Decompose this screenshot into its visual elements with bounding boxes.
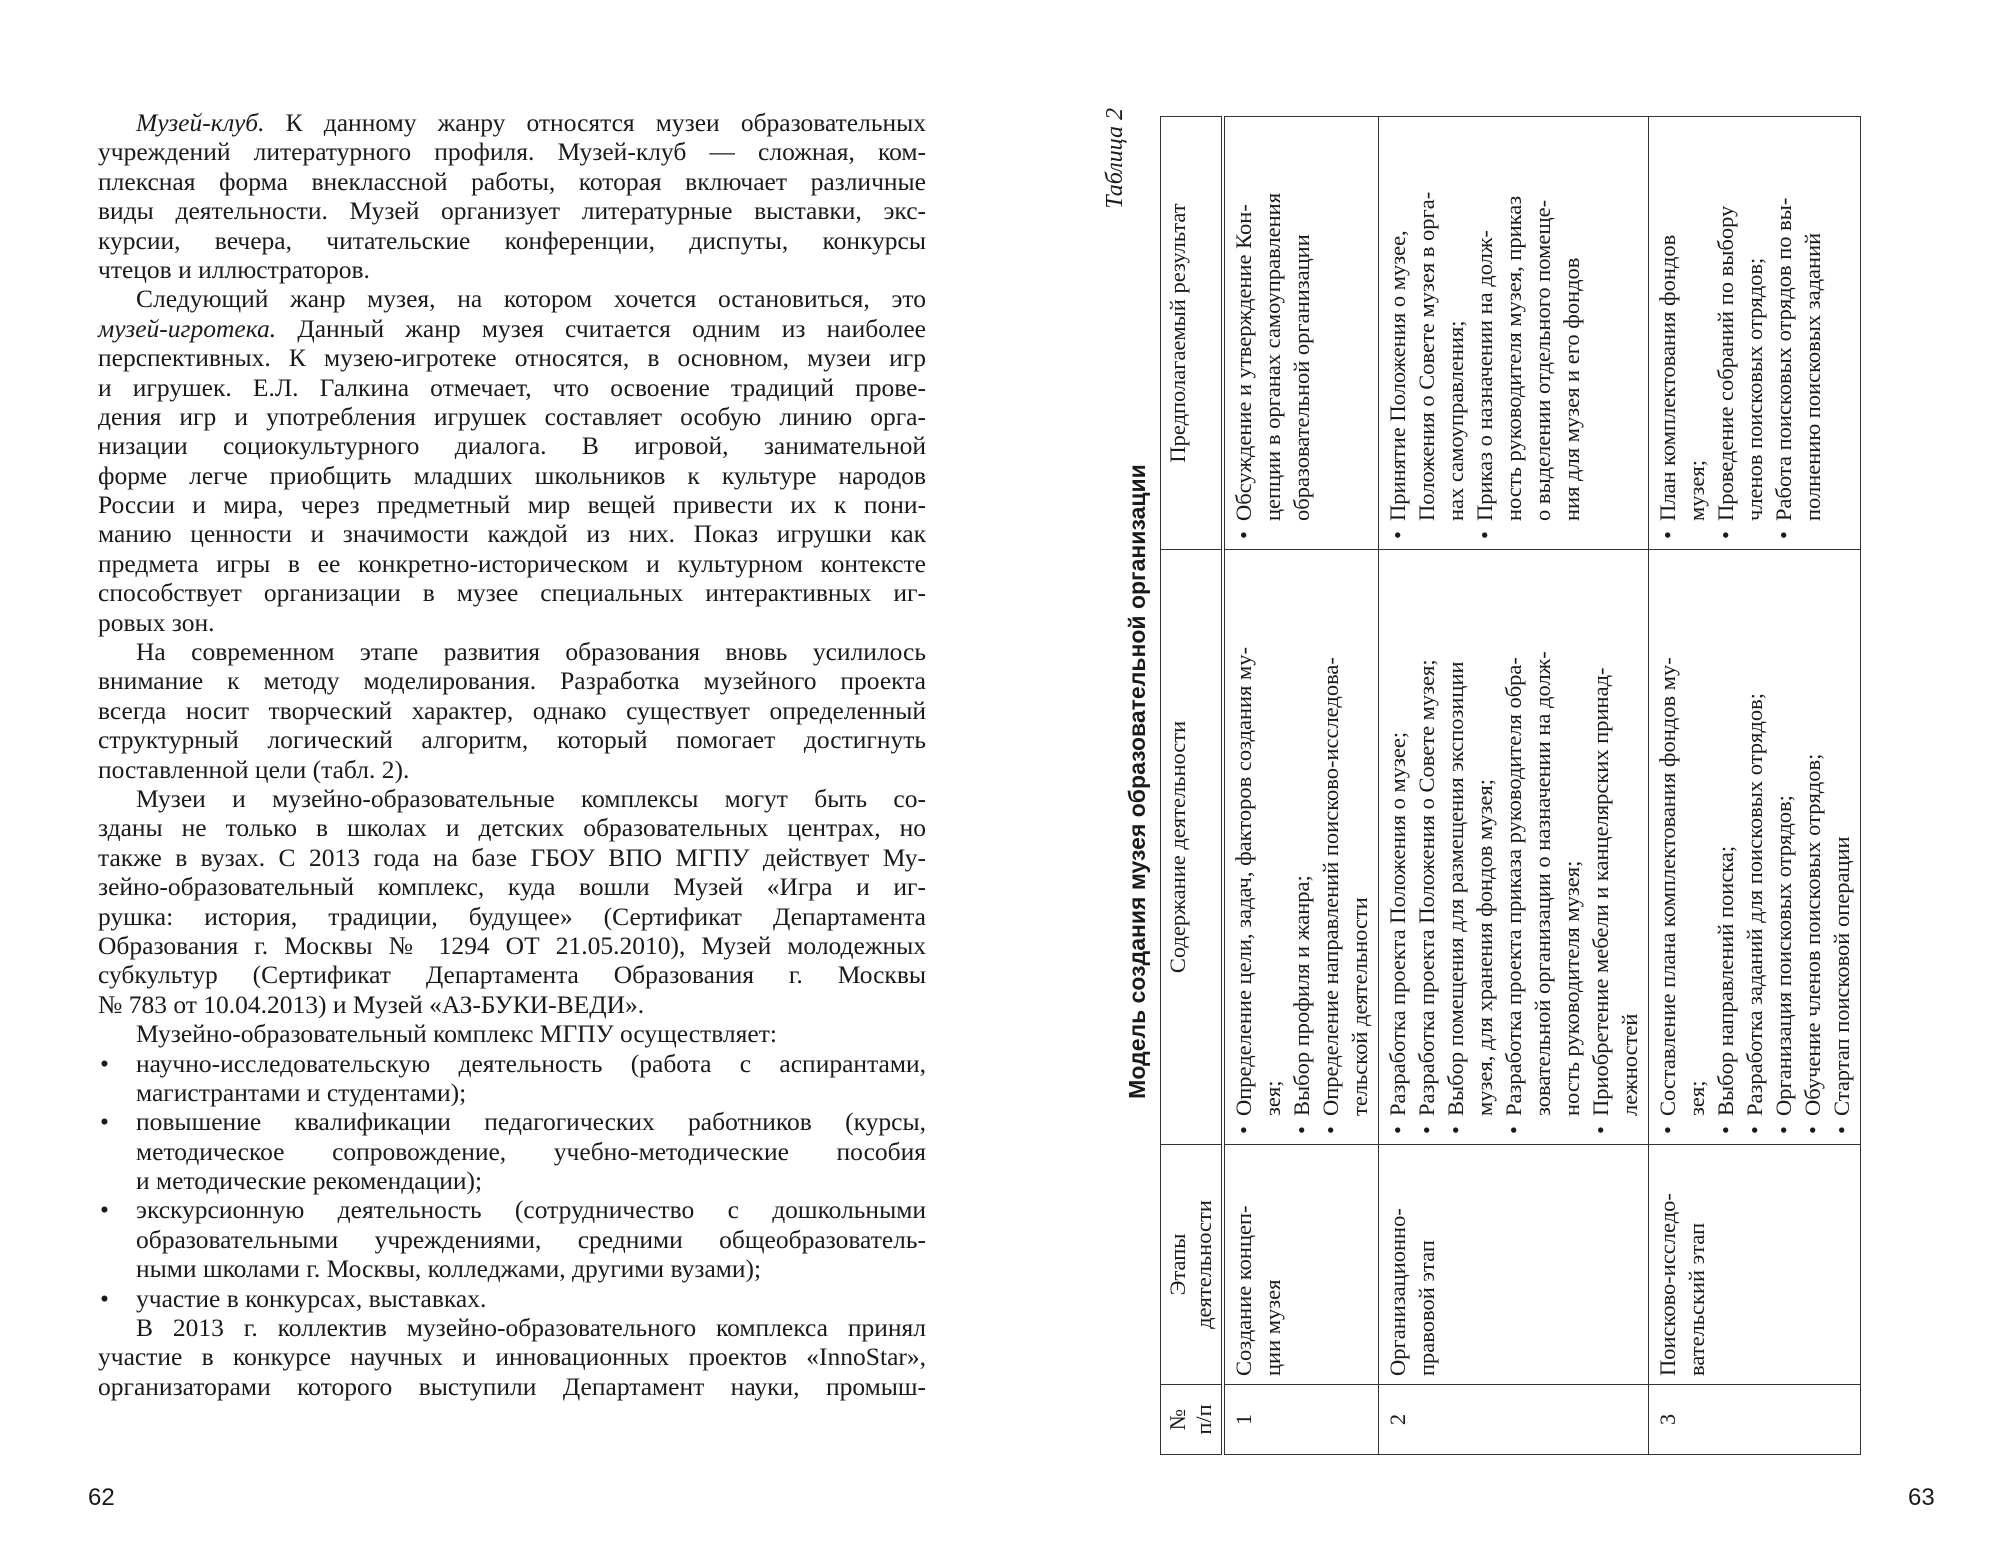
bullet-icon: • [1472, 531, 1497, 539]
item-line: Принятие Положения о музее, [1385, 230, 1410, 521]
bullet-item [1316, 558, 1374, 1136]
bullet-icon: • [1318, 1126, 1343, 1134]
italic-term: Музей-клуб. [136, 108, 265, 137]
stage-cell [1649, 1145, 1861, 1385]
line-text: повышение квалификации педагогических работников (курсы, [136, 1107, 926, 1137]
bullet-item [1412, 558, 1441, 1136]
bullet-icon: • [1713, 1126, 1738, 1134]
text-line [98, 960, 926, 989]
item-line: полнению поисковых заданий [1800, 232, 1825, 521]
line-text: На современном этапе развития образования вновь усилилось [136, 637, 926, 667]
row-number: 2 [1385, 1413, 1410, 1426]
text-line [98, 431, 926, 460]
bullet-icon: • [1414, 1126, 1439, 1134]
item-line: цепции в органах самоуправления [1260, 192, 1285, 521]
line-text: курсии, вечера, читательские конференции, диспуты, конкурсы [98, 225, 926, 255]
text-line [98, 226, 926, 255]
line-text: Данный жанр музея считается одним из наиболее [276, 313, 926, 343]
bullet-icon: • [1742, 1126, 1767, 1134]
header-line: деятельности [1191, 1200, 1216, 1329]
bullet-icon: • [1231, 1126, 1256, 1134]
bullet-icon: • [1501, 1126, 1526, 1134]
text-line [98, 343, 926, 372]
header-line: № [1165, 1408, 1190, 1431]
item-line: Работа поисковых отрядов по вы- [1771, 197, 1796, 521]
bullet-item [1229, 558, 1287, 1136]
text-line [98, 167, 926, 196]
header-line: п/п [1191, 1404, 1216, 1435]
bullet-icon: • [1289, 1126, 1314, 1134]
item-line: музея; [1684, 460, 1709, 521]
text-line [98, 578, 926, 607]
result-cell [1223, 117, 1379, 550]
line-text: внимание к методу моделирования. Разработка музейного проекта [98, 666, 926, 696]
bullet-icon: • [100, 1195, 109, 1225]
bullet-item [1383, 558, 1412, 1136]
text-line [98, 755, 926, 784]
text-line [98, 137, 926, 166]
item-line: Определение направлений поисково-исследова- [1318, 657, 1343, 1116]
bullet-icon: • [1655, 1126, 1680, 1134]
line-text: виды деятельности. Музей организует литературные выставки, экс- [98, 196, 926, 226]
item-line: Выбор профиля и жанра; [1289, 875, 1314, 1116]
bullet-item [1827, 558, 1856, 1136]
item-line: Положения о Совете музея в орга- [1414, 191, 1439, 521]
text-line [98, 990, 926, 1019]
text-line [98, 490, 926, 519]
bullet-item [1653, 558, 1711, 1136]
item-line: Стартап поисковой операции [1829, 836, 1854, 1116]
text-line [98, 1166, 926, 1195]
text-line [98, 1137, 926, 1166]
bullet-item [1586, 558, 1644, 1136]
text-line [98, 902, 926, 931]
stage-line: вательский этап [1684, 1222, 1709, 1376]
line-text: Образования г. Москвы № 1294 ОТ 21.05.2010), Музей молодежных [98, 930, 926, 960]
bullet-item [1653, 125, 1711, 541]
text-line [98, 1225, 926, 1254]
line-text: учреждений литературного профиля. Музей-клуб — сложная, ком- [98, 137, 926, 167]
line-text: способствует организации в музее специальных интерактивных иг- [98, 578, 926, 608]
stage-line: Создание концеп- [1231, 1205, 1256, 1376]
bullet-icon: • [1655, 531, 1680, 539]
text-line [98, 1342, 926, 1371]
text-line [98, 284, 926, 313]
bullet-item [1711, 558, 1740, 1136]
table-row [1223, 117, 1379, 1455]
line-text: Следующий жанр музея, на котором хочется остановиться, это [136, 284, 926, 314]
bullet-icon: • [100, 1107, 109, 1137]
text-line [98, 1049, 926, 1078]
page-number-right: 63 [1908, 1484, 1935, 1511]
table-header-row [1161, 117, 1224, 1455]
item-line: Выбор направлений поиска; [1713, 845, 1738, 1116]
line-text: плексная форма внеклассной работы, которая включает различные [98, 166, 926, 196]
line-text: методическое сопровождение, учебно-методические пособия [136, 1136, 926, 1166]
item-line: нах самоуправления; [1443, 320, 1468, 521]
table-header-cell [1161, 1145, 1224, 1385]
bullet-item [1441, 558, 1499, 1136]
stage-line: правовой этап [1414, 1240, 1439, 1376]
line-text: форме легче приобщить младших школьников к культуре народов [98, 460, 926, 490]
line-text: Музеи и музейно-образовательные комплексы могут быть со- [136, 783, 926, 813]
text-line [98, 196, 926, 225]
item-line: Обсуждение и утверждение Кон- [1231, 204, 1256, 521]
item-line: членов поисковых отрядов; [1742, 257, 1767, 521]
bullet-item [1798, 558, 1827, 1136]
table-header-cell [1161, 117, 1224, 550]
line-text: организаторами которого выступили Департамент науки, промыш- [98, 1371, 926, 1401]
line-text: В 2013 г. коллектив музейно-образовательного комплекса принял [136, 1313, 926, 1343]
page-number-left: 62 [88, 1484, 115, 1511]
text-line [98, 1254, 926, 1283]
header-line: Предполагаемый результат [1165, 203, 1190, 463]
item-line: зея; [1684, 1080, 1709, 1116]
bullet-icon: • [1771, 531, 1796, 539]
item-line: музея, для хранения фондов музея; [1472, 779, 1497, 1116]
left-page-text [98, 108, 926, 1401]
stage-line: Организационно- [1385, 1208, 1410, 1376]
item-line: ния для музея и его фондов [1559, 257, 1584, 521]
line-text: рушка: история, традиции, будущее» (Сертификат Департамента [98, 901, 926, 931]
line-text: всегда носит творческий характер, однако существует определенный [98, 695, 926, 725]
museum-model-table [1160, 116, 1861, 1455]
line-text: участие в конкурсе научных и инновационных проектов «InnoStar», [98, 1342, 926, 1372]
line-text: дения игр и употребления игрушек составляет особую линию орга- [98, 401, 926, 431]
item-line: ность руководителя музея, приказ [1501, 195, 1526, 521]
content-cell [1649, 550, 1861, 1145]
text-line [98, 813, 926, 842]
item-line: о выделении отдельного помеще- [1530, 199, 1555, 521]
stage-line: Поисково-исследо- [1655, 1193, 1680, 1376]
bullet-icon: • [1443, 1126, 1468, 1134]
item-line: Разработка проекта Положения о Совете музея; [1414, 659, 1439, 1116]
row-number: 3 [1655, 1413, 1680, 1426]
text-line [98, 549, 926, 578]
item-line: Разработка заданий для поисковых отрядов; [1742, 693, 1767, 1116]
text-line [98, 1195, 926, 1224]
item-line: ность руководителя музея; [1559, 860, 1584, 1116]
item-line: Приобретение мебели и канцелярских принад- [1588, 667, 1613, 1116]
text-line [98, 1019, 926, 1048]
bullet-item [1769, 125, 1827, 541]
line-text: зейно-образовательный комплекс, куда вошли Музей «Игра и иг- [98, 872, 926, 902]
bullet-icon: • [100, 1048, 109, 1078]
line-text: структурный логический алгоритм, который помогает достигнуть [98, 725, 926, 755]
text-line [98, 1313, 926, 1342]
line-text: субкультур (Сертификат Департамента Образования г. Москвы [98, 960, 926, 990]
text-line [98, 519, 926, 548]
item-line: Разработка проекта Положения о музее; [1385, 731, 1410, 1116]
result-cell [1649, 117, 1861, 550]
line-text: предмета игры в ее конкретно-историческом и культурном контексте [98, 548, 926, 578]
bullet-item [1383, 125, 1470, 541]
bullet-icon: • [1800, 1126, 1825, 1134]
line-text: К данному жанру относятся музеи образовательных [264, 108, 926, 137]
line-text: также в вузах. С 2013 года на базе ГБОУ ВПО МГПУ действует Му- [98, 842, 926, 872]
line-text: образовательными учреждениями, средними общеобразователь- [136, 1224, 926, 1254]
bullet-item [1740, 558, 1769, 1136]
line-text: чтецов и иллюстраторов. [98, 254, 370, 284]
item-line: зовательной организации о назначении на долж- [1530, 651, 1555, 1116]
row-number-cell [1379, 1385, 1649, 1455]
item-line: Выбор помещения для размещения экспозиции [1443, 661, 1468, 1116]
item-line: образовательной организации [1289, 234, 1314, 521]
line-text: низации социокультурного диалога. В игровой, занимательной [98, 431, 926, 461]
text-line [98, 255, 926, 284]
line-text: участие в конкурсах, выставках. [136, 1283, 487, 1313]
bullet-icon: • [1385, 1126, 1410, 1134]
item-line: Обучение членов поисковых отрядов; [1800, 753, 1825, 1116]
text-line [98, 373, 926, 402]
bullet-icon: • [1385, 531, 1410, 539]
text-line [98, 402, 926, 431]
item-line: Проведение собраний по выбору [1713, 205, 1738, 521]
line-text: перспективных. К музею-игротеке относятся, в основном, музеи игр [98, 343, 926, 373]
item-line: зея; [1260, 1080, 1285, 1116]
text-line [98, 1078, 926, 1107]
text-line [98, 608, 926, 637]
bullet-item [1499, 558, 1586, 1136]
bullet-item [1287, 558, 1316, 1136]
table-caption: Таблица 2 [1102, 108, 1128, 209]
table-row [1649, 117, 1861, 1455]
text-line [98, 843, 926, 872]
table-title: Модель создания музея образовательной организации [1124, 464, 1150, 1099]
text-line [98, 1372, 926, 1401]
content-cell [1379, 550, 1649, 1145]
item-line: Определение цели, задач, факторов создания му- [1231, 646, 1256, 1116]
table-header-cell [1161, 1385, 1224, 1455]
item-line: Приказ о назначении на долж- [1472, 230, 1497, 521]
bullet-icon: • [1829, 1126, 1854, 1134]
line-text: магистрантами и студентами); [136, 1077, 467, 1107]
bullet-icon: • [1771, 1126, 1796, 1134]
line-text: и игрушек. Е.Л. Галкина отмечает, что освоение традиций прове- [98, 372, 926, 402]
bullet-icon: • [1713, 531, 1738, 539]
italic-term: музей-игротека. [98, 313, 277, 343]
line-text: ровых зон. [98, 607, 215, 637]
text-line [98, 784, 926, 813]
text-line [98, 725, 926, 754]
item-line: Составление плана комплектования фондов му- [1655, 657, 1680, 1116]
rotated-table-block [1100, 108, 1865, 1455]
text-line [98, 696, 926, 725]
line-text: экскурсионную деятельность (сотрудничество с дошкольными [136, 1195, 926, 1225]
text-line [98, 461, 926, 490]
item-line: План комплектования фондов [1655, 234, 1680, 521]
table-row [1379, 117, 1649, 1455]
line-text: ными школами г. Москвы, колледжами, другими вузами); [136, 1254, 762, 1284]
line-text: и методические рекомендации); [136, 1166, 483, 1196]
bullet-item [1470, 125, 1586, 541]
bullet-item [1229, 125, 1316, 541]
bullet-icon: • [100, 1283, 109, 1313]
text-line [98, 1107, 926, 1136]
bullet-icon: • [1231, 531, 1256, 539]
result-cell [1379, 117, 1649, 550]
line-text: Музейно-образовательный комплекс МГПУ осуществляет: [136, 1019, 777, 1049]
text-line [98, 666, 926, 695]
item-line: Организация поисковых отрядов; [1771, 795, 1796, 1116]
line-text: поставленной цели (табл. 2). [98, 754, 410, 784]
line-text: научно-исследовательскую деятельность (работа с аспирантами, [136, 1048, 926, 1078]
text-line [98, 872, 926, 901]
item-line: лежностей [1617, 1013, 1642, 1116]
header-line: Содержание деятельности [1165, 720, 1190, 974]
table-header-cell [1161, 550, 1224, 1145]
line-text: № 783 от 10.04.2013) и Музей «АЗ-БУКИ-ВЕДИ». [98, 989, 645, 1019]
bullet-icon: • [1588, 1126, 1613, 1134]
text-line [98, 931, 926, 960]
bullet-item [1769, 558, 1798, 1136]
line-text: России и мира, через предметный мир вещей привести их к пони- [98, 490, 926, 520]
stage-cell [1223, 1145, 1379, 1385]
text-line [98, 637, 926, 666]
bullet-item [1711, 125, 1769, 541]
stage-line: ции музея [1260, 1279, 1285, 1376]
text-line [98, 1284, 926, 1313]
stage-cell [1379, 1145, 1649, 1385]
row-number: 1 [1231, 1413, 1256, 1426]
content-cell [1223, 550, 1379, 1145]
item-line: Разработка проекта приказа руководителя обра- [1501, 657, 1526, 1116]
header-line: Этапы [1165, 1233, 1190, 1296]
line-text: зданы не только в школах и детских образовательных центрах, но [98, 813, 926, 843]
row-number-cell [1649, 1385, 1861, 1455]
row-number-cell [1223, 1385, 1379, 1455]
text-line [98, 108, 926, 137]
line-text: манию ценности и значимости каждой из них. Показ игрушки как [98, 519, 926, 549]
item-line: тельской деятельности [1347, 897, 1372, 1116]
text-line [98, 314, 926, 343]
